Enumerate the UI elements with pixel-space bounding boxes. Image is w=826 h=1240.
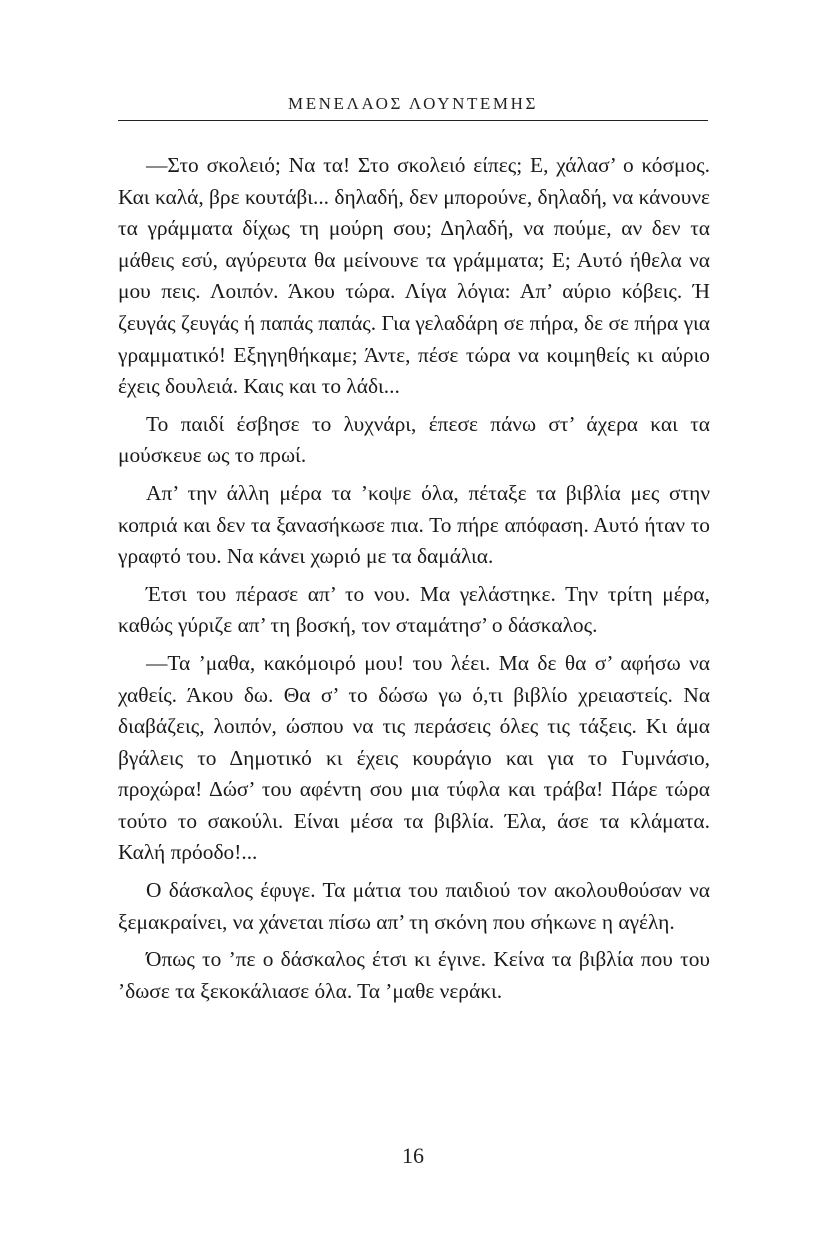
paragraph: Το παιδί έσβησε το λυχνάρι, έπεσε πάνω στ’ άχερα και τα μούσκευε ως το πρωί. [118, 411, 710, 468]
body-text [118, 150, 710, 1013]
paragraph: —Τα ’μαθα, κακόμοιρό μου! του λέει. Μα δε θα σ’ αφήσω να χαθείς. Άκου δω. Θα σ’ το δώσω γω ό,τι βιβλίο χρειαστείς. Να διαβάζεις, λοιπόν, ώσπου να τις περάσεις όλες τις τάξεις. Κι άμα βγάλεις το Δημοτικό κι έχεις κουράγιο και για το Γυμνάσιο, προχώρα! Δώσ’ του αφέντη σου μια τύφλα και τράβα! Πάρε τώρα τούτο το σακούλι. Είναι μέσα τα βιβλία. Έλα, άσε τα κλάματα. Καλή πρόοδο!... [118, 650, 710, 865]
paragraph: —Στο σκολειό; Να τα! Στο σκολειό είπες; Ε, χάλασ’ ο κόσμος. Και καλά, βρε κουτάβι... δηλαδή, δεν μπορούνε, δηλαδή, να κάνουνε τα γράμματα δίχως τη μούρη σου; Δηλαδή, να πούμε, αν δεν τα μάθεις εσύ, αγύρευτα θα μείνουνε τα γράμματα; Ε; Αυτό ήθελα να μου πεις. Λοιπόν. Άκου τώρα. Λίγα λόγια: Απ’ αύριο κόβεις. Ή ζευγάς ζευγάς ή παπάς παπάς. Για γελαδάρη σε πήρα, δε σε πήρα για γραμματικό! Εξηγηθήκαμε; Άντε, πέσε τώρα να κοιμηθείς κι αύριο έχεις δουλειά. Καις και το λάδι... [118, 153, 710, 399]
running-head: ΜΕΝΕΛΑΟΣ ΛΟΥΝΤΕΜΗΣ [287, 94, 539, 113]
paragraph: Ο δάσκαλος έφυγε. Τα μάτια του παιδιού τον ακολουθούσαν να ξεμακραίνει, να χάνεται πίσω απ’ τη σκόνη που σήκωνε η αγέλη. [118, 878, 710, 934]
paragraph: Έτσι του πέρασε απ’ το νου. Μα γελάστηκε. Την τρίτη μέρα, καθώς γύριζε απ’ τη βοσκή, τον σταμάτησ’ ο δάσκαλος. [118, 581, 710, 638]
header-rule [118, 120, 708, 121]
paragraph: Όπως το ’πε ο δάσκαλος έτσι κι έγινε. Κείνα τα βιβλία που του ’δωσε τα ξεκοκάλιασε όλα. Τα ’μαθε νεράκι. [118, 947, 710, 1003]
paragraph: Απ’ την άλλη μέρα τα ’κοψε όλα, πέταξε τα βιβλία μες στην κοπριά και δεν τα ξανασήκωσε πια. Το πήρε απόφαση. Αυτό ήταν το γραφτό του. Να κάνει χωριό με τα δαμάλια. [118, 480, 710, 569]
page-number: 16 [402, 1143, 424, 1168]
